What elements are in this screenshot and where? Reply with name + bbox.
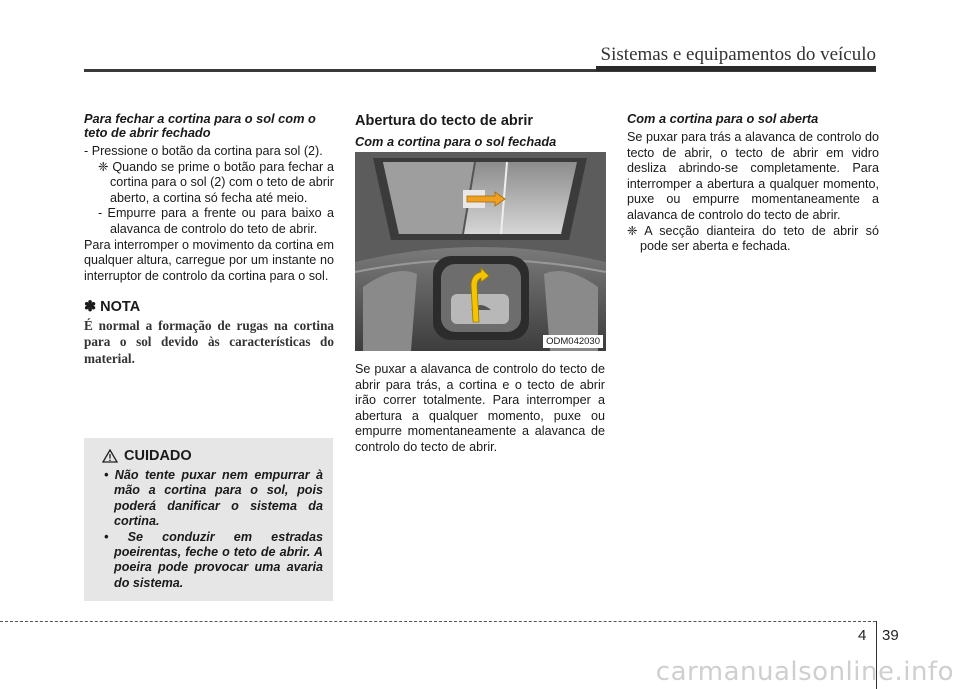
nota-body: É normal a formação de rugas na cortina para o sol devido às características do material. <box>84 317 334 366</box>
page-header-title: Sistemas e equipamentos do veículo <box>600 44 876 65</box>
caution-title: CUIDADO <box>124 448 192 464</box>
sunroof-figure <box>355 152 606 351</box>
footer-rule <box>0 621 876 622</box>
caution-box <box>84 438 333 601</box>
subsection-heading: Com a cortina para o sol aberta <box>627 111 819 126</box>
body-paragraph: Se puxar para trás a alavanca de controlo do tecto de abrir, o tecto de abrir em vidro desliza abrindo-se completamente. Para interromper a abertura a qualquer momento, puxe ou empurre momentaneamente a alavanca de controlo do tecto de abrir. <box>627 130 879 222</box>
nota-heading: ✽ NOTA <box>84 299 141 316</box>
column-right <box>627 112 879 255</box>
caution-heading <box>102 448 323 464</box>
body-paragraph: Para interromper o movimento da cortina em qualquer altura, carregue por um instante no interruptor de controlo da cortina para o sol. <box>84 237 334 283</box>
instruction-item: - Empurre para a frente ou para baixo a alavanca de controlo do teto de abrir. <box>98 206 334 236</box>
header-rule-accent <box>596 66 876 71</box>
sunroof-illustration <box>355 152 606 351</box>
subsection-heading: Com a cortina para o sol fechada <box>355 134 557 149</box>
subsection-heading: Para fechar a cortina para o sol com o teto de abrir fechado <box>84 111 316 140</box>
figure-label: ODM042030 <box>543 335 603 348</box>
column-middle-body <box>355 362 605 456</box>
instruction-note: ❈ Quando se prime o botão para fechar a cortina para o sol (2) com o teto de abrir aberto, a cortina só fecha até meio. <box>98 159 334 205</box>
chapter-number: 4 <box>858 627 867 644</box>
section-heading: Abertura do tecto de abrir <box>355 113 534 129</box>
caution-item: • Não tente puxar nem empurrar à mão a cortina para o sol, pois poderá danificar o sistema da cortina. <box>104 468 323 529</box>
watermark-text: carmanualsonline.info <box>655 657 954 687</box>
column-left <box>84 112 334 367</box>
column-middle <box>355 112 605 153</box>
body-paragraph: Se puxar a alavanca de controlo do tecto de abrir para trás, a cortina e o tecto de abrir irão correr totalmente. Para interromper a abertura a qualquer momento, puxe ou empurre momentaneamente a alavanca de controlo do tecto de abrir. <box>355 362 605 454</box>
caution-item: • Se conduzir em estradas poeirentas, feche o teto de abrir. A poeira pode provocar uma avaria do sistema. <box>104 529 323 590</box>
instruction-note: ❈ A secção dianteira do teto de abrir só pode ser aberta e fechada. <box>627 223 879 254</box>
page-number: 39 <box>882 627 899 644</box>
warning-triangle-icon <box>102 449 118 463</box>
instruction-item: - Pressione o botão da cortina para sol (2). <box>84 144 323 158</box>
